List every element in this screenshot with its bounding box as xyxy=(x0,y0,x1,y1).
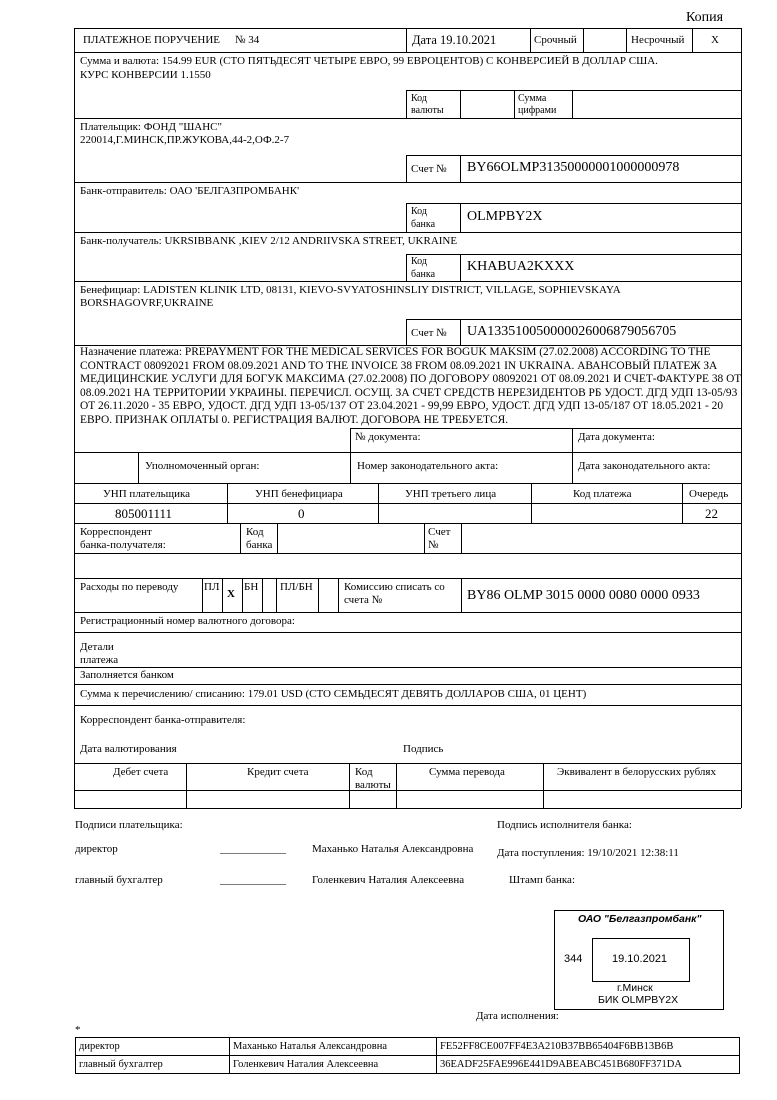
correspondent-label-2: банка-получателя: xyxy=(80,539,166,551)
nonurgent-label: Несрочный xyxy=(631,34,685,46)
payment-purpose: Назначение платежа: PREPAYMENT FOR THE MEDICAL SERVICES FOR BOGUK MAKSIM (27.02.2008) ACCORDING TO THE CONTRACT 08092021 FROM 08.09.2021 AND TO THE INVOICE 38 FROM 08.09.2021 IN UKRAINA. АВАНСОВЫЙ ПЛАТЕЖ ЗА МЕДИЦИНСКИЕ УСЛУГИ ДЛЯ БОГУК МАКСИМА (27.02.2008) ПО ДОГОВОРУ 08092021 ОТ 08.09.2021 И СЧЕТ-ФАКТУРЕ 38 ОТ 08.09.2021 НА ТЕРРИТОРИИ УКРАИНЫ. ПЕРЕЧИСЛ. ОСУЩ. ЗА СЧЕТ СРЕДСТВ НЕРЕЗИДЕНТОВ РБ УДОСТ. ДГД УДП 13-05/93 ОТ 26.11.2020 - 35 ЕВРО, УДОСТ. ДГД УДП 13-05/137 ОТ 23.04.2021 - 99,99 ЕВРО, УДОСТ. ДГД УДП 13-05/187 ОТ 18.05.2021 - 20 ЕВРО. ПРИЗНАК ОПЛАТЫ 0. РЕГИСТРАЦИЯ ВАЛЮТ. ДОГОВОРА НЕ ТРЕБУЕТСЯ. xyxy=(80,346,742,426)
receiver-bank-code-label-2: банка xyxy=(411,269,436,280)
accountant-role: главный бухгалтер xyxy=(75,874,163,886)
payer-address: 220014,Г.МИНСК,ПР.ЖУКОВА,44-2,ОФ.2-7 xyxy=(80,134,290,146)
digital-signatures-table xyxy=(75,1037,740,1074)
currency-code-label-2: валюты xyxy=(411,105,444,116)
correspondent-label: Корреспондент xyxy=(80,526,152,538)
doc-number-label: № документа: xyxy=(355,431,421,443)
signer-role: директор xyxy=(76,1038,230,1056)
urgent-label: Срочный xyxy=(534,34,577,46)
beneficiary-account-label: Счет № xyxy=(411,327,447,339)
payer-account: BY66OLMP31350000001000000978 xyxy=(467,160,680,175)
fees-pl: ПЛ xyxy=(204,581,220,593)
unp-payer-value: 805001111 xyxy=(115,506,173,521)
beneficiary-account: UA133510050000026006879056705 xyxy=(467,324,677,339)
commission-label-2: счета № xyxy=(344,594,383,606)
unp-third-label: УНП третьего лица xyxy=(405,488,497,500)
payer-signatures-label: Подписи плательщика: xyxy=(75,819,183,831)
bank-stamp-label: Штамп банка: xyxy=(509,874,575,886)
credit-header: Кредит счета xyxy=(247,766,309,778)
sender-bank: Банк-отправитель: ОАО 'БЕЛГАЗПРОМБАНК' xyxy=(80,185,300,197)
signature-hash: 36EADF25FAE996E441D9ABEABC451B680FF371DA xyxy=(437,1056,740,1074)
debit-header: Дебет счета xyxy=(113,766,169,778)
bank-signature-label: Подпись исполнителя банка: xyxy=(497,819,632,831)
doc-date-label: Дата документа: xyxy=(578,431,655,443)
unp-beneficiary-value: 0 xyxy=(298,506,305,521)
authority-label: Уполномоченный орган: xyxy=(145,460,260,472)
beneficiary-name: Бенефициар: LADISTEN KLINIK LTD, 08131, KIEVO-SVYATOSHINSLIY DISTRICT, VILLAGE, SOPHIEVSKAYA xyxy=(80,284,621,296)
details-label: Детали xyxy=(80,641,114,653)
signature-label: Подпись xyxy=(403,743,444,755)
signer-name: Маханько Наталья Александровна xyxy=(230,1038,437,1056)
filled-by-bank-label: Заполняется банком xyxy=(80,669,174,681)
director-signature-line: ____________ xyxy=(220,843,286,855)
asterisk-note: * xyxy=(75,1024,81,1036)
payment-code-label: Код платежа xyxy=(573,488,632,500)
table-row xyxy=(76,1056,740,1074)
document-date: Дата 19.10.2021 xyxy=(412,33,497,47)
sum-digits-label-2: цифрами xyxy=(518,105,557,116)
copy-label: Копия xyxy=(686,10,724,25)
fees-plbn: ПЛ/БН xyxy=(280,581,313,593)
reg-contract-label: Регистрационный номер валютного договора: xyxy=(80,615,295,627)
unp-payer-label: УНП плательщика xyxy=(103,488,191,500)
currency-code-header: Код xyxy=(355,766,373,778)
signature-hash: FE52FF8CE007FF4E3A210B37BB65404F6BB13B6B xyxy=(437,1038,740,1056)
unp-beneficiary-label: УНП бенефициара xyxy=(255,488,343,500)
document-title: ПЛАТЕЖНОЕ ПОРУЧЕНИЕ xyxy=(83,34,221,46)
payer-name: Плательщик: ФОНД "ШАНС" xyxy=(80,121,223,133)
fees-pl-mark: X xyxy=(227,588,235,600)
stamp-date: 19.10.2021 xyxy=(612,953,668,965)
document-number: № 34 xyxy=(235,34,260,46)
table-row xyxy=(76,1038,740,1056)
act-date-label: Дата законодательного акта: xyxy=(578,460,711,472)
accountant-signature-line: ____________ xyxy=(220,874,286,886)
sender-correspondent-label: Корреспондент банка-отправителя: xyxy=(80,714,246,726)
beneficiary-address: BORSHAGOVRF,UKRAINE xyxy=(80,297,214,309)
receiver-bank-code: KHABUA2KXXX xyxy=(467,259,575,274)
director-role: директор xyxy=(75,843,118,855)
commission-account: BY86 OLMP 3015 0000 0080 0000 0933 xyxy=(467,588,700,603)
correspondent-account-label: Счет xyxy=(428,526,451,538)
commission-label: Комиссию списать со xyxy=(344,581,445,593)
amount-currency-line: Сумма и валюта: 154.99 EUR (СТО ПЯТЬДЕСЯТ ЧЕТЫРЕ ЕВРО, 99 ЕВРОЦЕНТОВ) С КОНВЕРСИЕЙ В ДОЛЛАР США. xyxy=(80,55,658,67)
sender-bank-code-label-2: банка xyxy=(411,219,436,230)
act-number-label: Номер законодательного акта: xyxy=(357,460,499,472)
sender-bank-code-label: Код xyxy=(411,206,427,217)
correspondent-code-label: Код xyxy=(246,526,264,538)
fees-bn: БН xyxy=(244,581,259,593)
stamp-bik: БИК OLMPBY2X xyxy=(598,994,679,1006)
currency-code-label: Код xyxy=(411,93,427,104)
sum-digits-label: Сумма xyxy=(518,93,547,104)
byn-equivalent-header: Эквивалент в белорусских рублях xyxy=(557,766,716,778)
fees-label: Расходы по переводу xyxy=(80,581,179,593)
queue-value: 22 xyxy=(705,506,718,521)
correspondent-code-label-2: банка xyxy=(246,539,273,551)
queue-label: Очередь xyxy=(689,488,729,500)
director-name: Маханько Наталья Александровна xyxy=(312,843,474,855)
received-date: Дата поступления: 19/10/2021 12:38:11 xyxy=(497,847,679,859)
receiver-bank-code-label: Код xyxy=(411,256,427,267)
payer-account-label: Счет № xyxy=(411,163,447,175)
execution-date-label: Дата исполнения: xyxy=(476,1010,559,1022)
correspondent-account-label-2: № xyxy=(428,539,439,551)
details-label-2: платежа xyxy=(80,654,119,666)
value-date-label: Дата валютирования xyxy=(80,743,177,755)
transfer-sum-header: Сумма перевода xyxy=(429,766,505,778)
stamp-number: 344 xyxy=(564,953,583,965)
transfer-sum: Сумма к перечислению/ списанию: 179.01 USD (СТО СЕМЬДЕСЯТ ДЕВЯТЬ ДОЛЛАРОВ США, 01 ЦЕНТ) xyxy=(80,688,587,700)
stamp-city: г.Минск xyxy=(617,982,653,994)
signer-name: Голенкевич Наталия Алексеевна xyxy=(230,1056,437,1074)
currency-code-header-2: валюты xyxy=(355,779,391,791)
conversion-rate-line: КУРС КОНВЕРСИИ 1.1550 xyxy=(80,69,211,81)
accountant-name: Голенкевич Наталия Алексеевна xyxy=(312,874,465,886)
stamp-bank-name: ОАО "Белгазпромбанк" xyxy=(578,913,702,925)
sender-bank-code: OLMPBY2X xyxy=(467,209,543,224)
signer-role: главный бухгалтер xyxy=(76,1056,230,1074)
receiver-bank: Банк-получатель: UKRSIBBANK ,KIEV 2/12 ANDRIIVSKA STREET, UKRAINE xyxy=(80,235,458,247)
nonurgent-checkmark: X xyxy=(711,34,719,46)
